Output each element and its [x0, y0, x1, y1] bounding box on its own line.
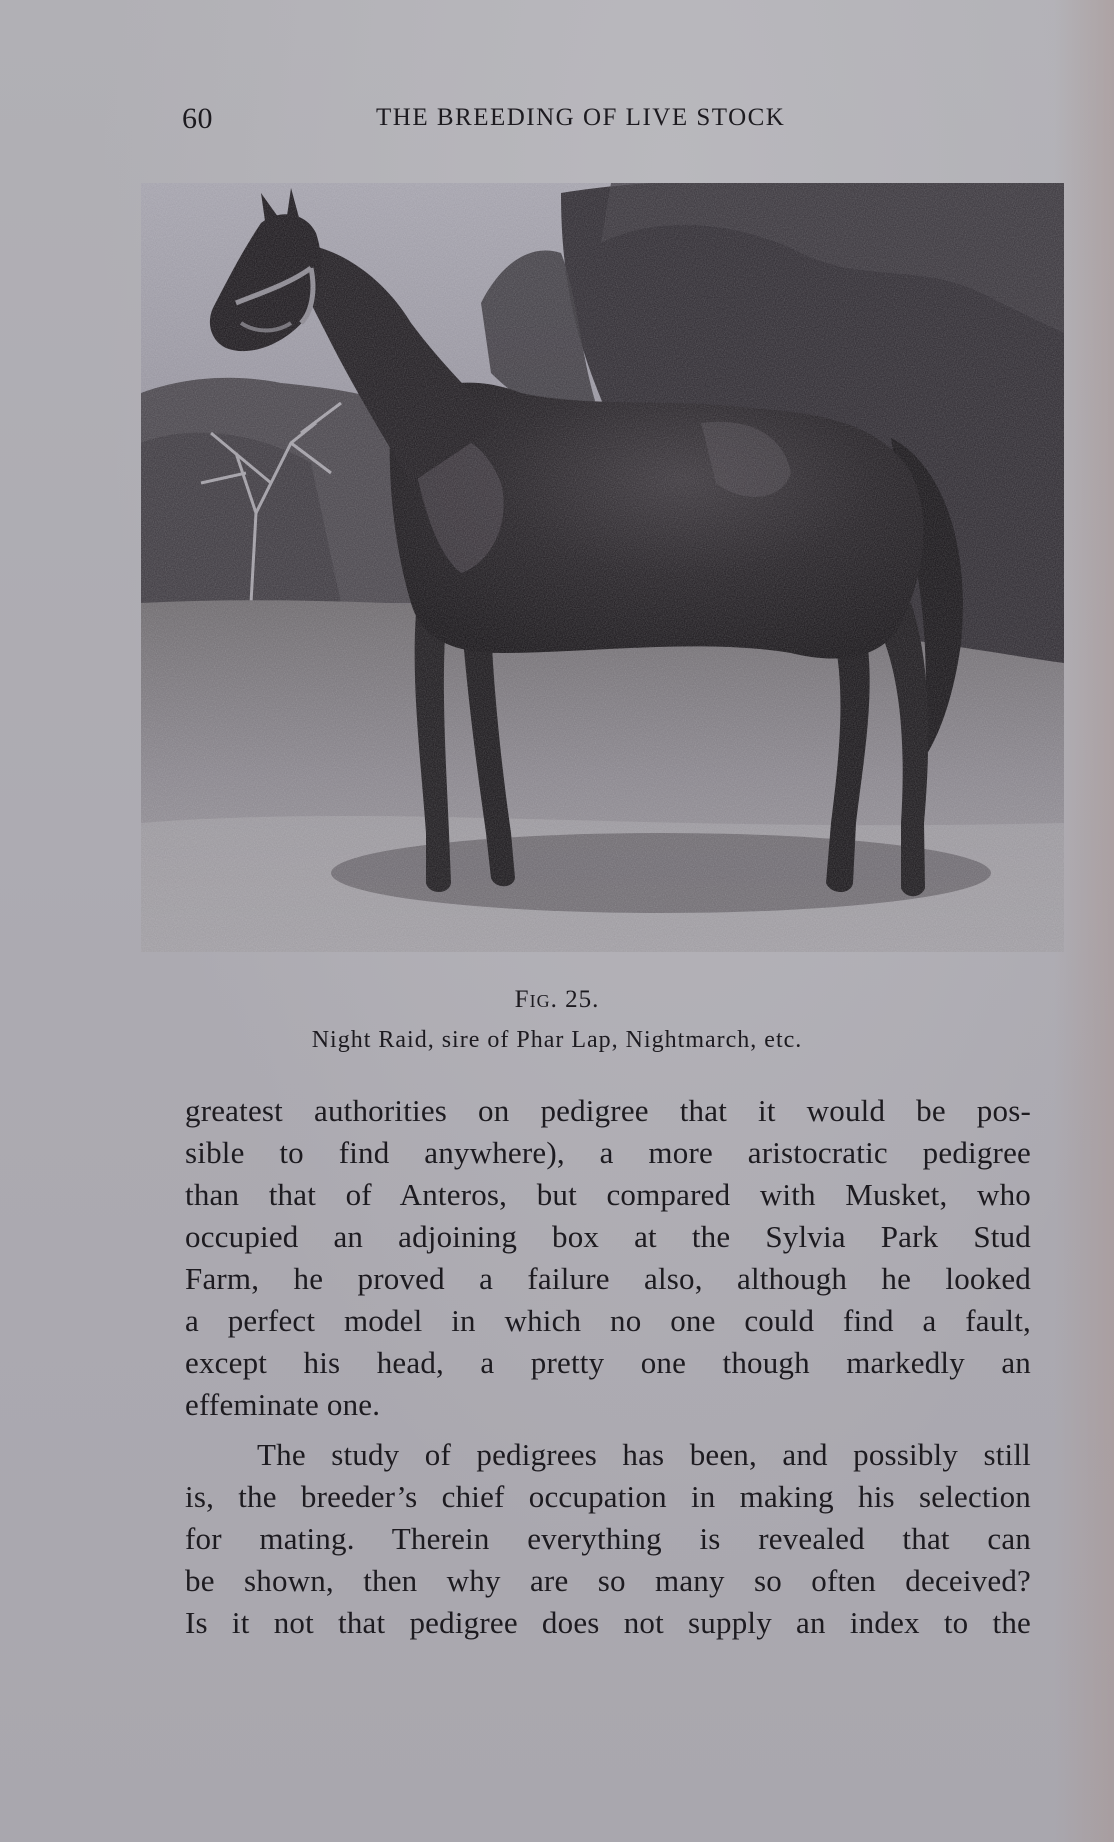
text-line: is, the breeder’s chief occupation in making his selection	[185, 1479, 1031, 1514]
text-line: The study of pedigrees has been, and possibly still	[257, 1437, 1031, 1472]
text-line: occupied an adjoining box at the Sylvia Park Stud	[185, 1219, 1031, 1254]
horse-photo-svg	[141, 183, 1064, 952]
text-line: greatest authorities on pedigree that it would be pos-	[185, 1093, 1031, 1128]
figure-label-prefix: Fig.	[514, 986, 558, 1013]
text-line: Farm, he proved a failure also, although he looked	[185, 1261, 1031, 1296]
figure-label	[0, 986, 1114, 1014]
text-line: than that of Anteros, but compared with Musket, who	[185, 1177, 1031, 1212]
page-number: 60	[182, 102, 213, 135]
paragraph-1	[185, 1090, 1031, 1426]
paragraph-2	[185, 1434, 1031, 1644]
text-line: Is it not that pedigree does not supply an index to the	[185, 1605, 1031, 1640]
text-line: a perfect model in which no one could find a fault,	[185, 1303, 1031, 1338]
figure-number: 25.	[565, 986, 600, 1013]
running-head	[182, 102, 842, 136]
horse-photograph	[141, 183, 1064, 952]
text-line: be shown, then why are so many so often deceived?	[185, 1563, 1031, 1598]
text-line: except his head, a pretty one though markedly an	[185, 1345, 1031, 1380]
text-line: sible to find anywhere), a more aristocratic pedigree	[185, 1135, 1031, 1170]
text-line: for mating. Therein everything is revealed that can	[185, 1521, 1031, 1556]
body-text	[185, 1090, 1031, 1644]
text-line: effeminate one.	[185, 1387, 381, 1422]
running-title: THE BREEDING OF LIVE STOCK	[376, 104, 786, 131]
figure-caption: Night Raid, sire of Phar Lap, Nightmarch, etc.	[311, 1027, 803, 1053]
